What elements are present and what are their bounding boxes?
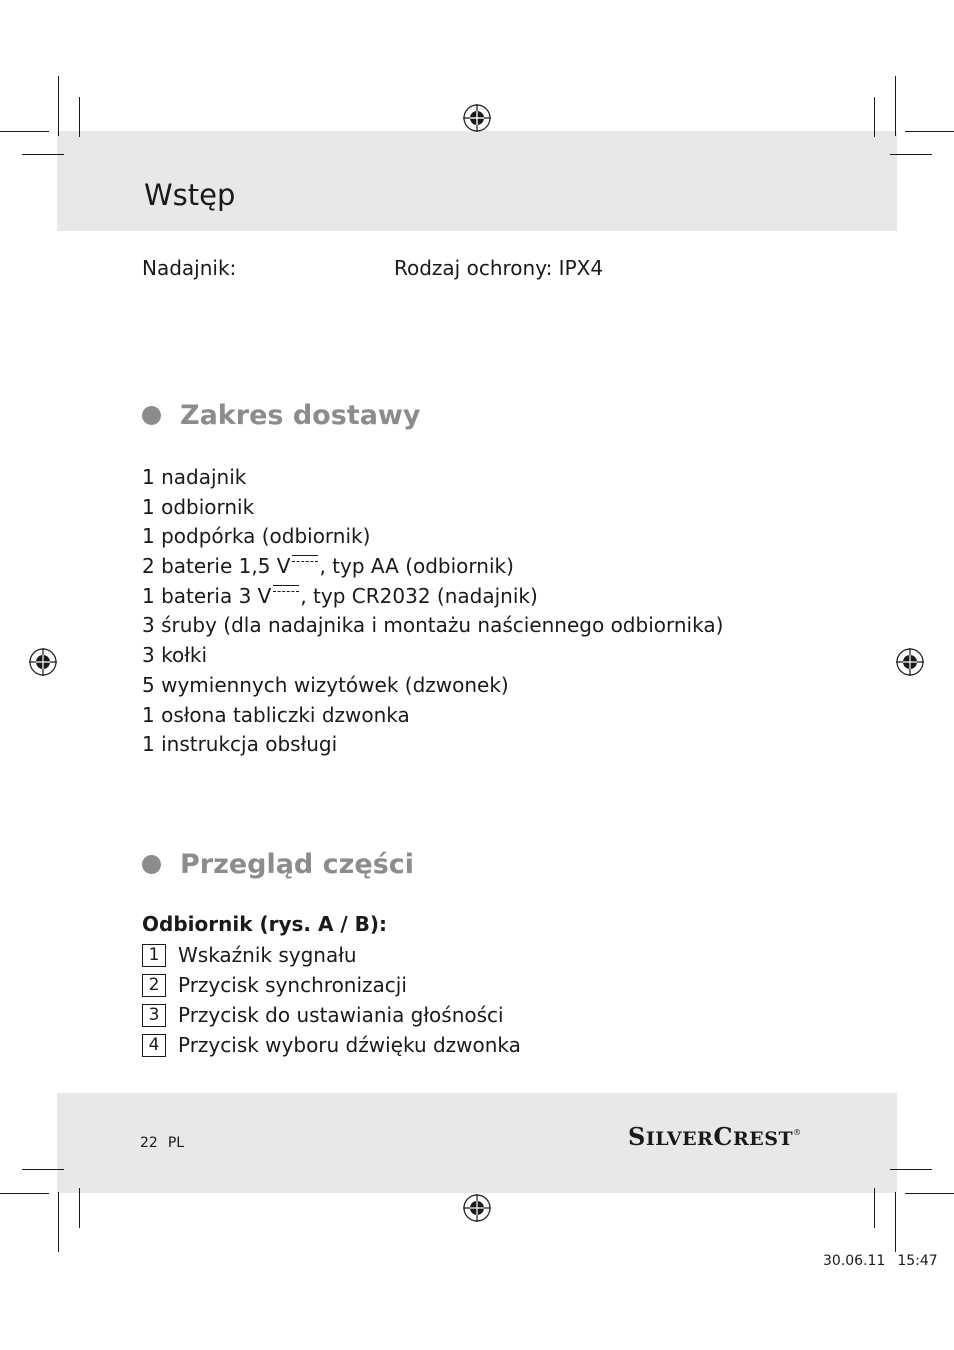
parts-section-heading <box>142 849 414 880</box>
spec-label: Nadajnik: <box>142 256 237 280</box>
list-item-text: 2 baterie 1,5 V <box>142 554 291 579</box>
crop-mark <box>58 1192 59 1252</box>
direct-current-icon <box>273 585 299 596</box>
page-title: Wstęp <box>144 178 236 212</box>
part-number: 3 <box>142 1004 166 1027</box>
list-item: 3 kołki <box>142 643 208 668</box>
list-item: 5 wymiennych wizytówek (dzwonek) <box>142 672 509 697</box>
crop-mark <box>79 97 80 137</box>
direct-current-icon <box>292 555 318 566</box>
print-date: 30.06.11 <box>823 1253 886 1269</box>
list-item: 1 odbiornik <box>142 494 255 519</box>
crop-mark <box>890 1169 932 1170</box>
page-number <box>140 1135 194 1151</box>
delivery-heading: Zakres dostawy <box>180 400 421 431</box>
list-item: 1 nadajnik <box>142 465 247 489</box>
crop-mark <box>890 154 932 155</box>
crop-mark <box>895 76 896 136</box>
list-item <box>142 582 723 612</box>
crop-mark <box>895 1192 896 1252</box>
registered-icon: ® <box>793 1128 802 1137</box>
part-number: 2 <box>142 974 166 997</box>
part-label: Wskaźnik sygnału <box>178 943 357 967</box>
logo-part: C <box>713 1122 733 1151</box>
part-item <box>142 1000 521 1030</box>
part-number: 4 <box>142 1034 166 1057</box>
crop-mark <box>0 131 49 132</box>
part-label: Przycisk synchronizacji <box>178 973 407 997</box>
crop-mark <box>22 154 64 155</box>
list-item <box>142 552 723 582</box>
delivery-section-heading <box>142 400 420 431</box>
part-item <box>142 940 521 970</box>
page-number-value: 22 <box>140 1135 158 1151</box>
part-label: Przycisk do ustawiania głośności <box>178 1003 504 1027</box>
crop-mark <box>905 1193 954 1194</box>
part-item <box>142 970 521 1000</box>
logo-part: S <box>628 1122 646 1151</box>
crop-mark <box>874 97 875 137</box>
crop-mark <box>0 1193 49 1194</box>
crop-mark <box>874 1188 875 1228</box>
bullet-icon <box>142 855 161 874</box>
silvercrest-logo <box>628 1122 802 1151</box>
list-item: 3 śruby (dla nadajnika i montażu naściennego odbiornika) <box>142 613 724 638</box>
bullet-icon <box>142 406 161 425</box>
part-item <box>142 1030 521 1060</box>
logo-part: ILVER <box>645 1128 714 1150</box>
part-label: Przycisk wyboru dźwięku dzwonka <box>178 1033 521 1057</box>
crop-mark <box>22 1169 64 1170</box>
print-time: 15:47 <box>897 1253 938 1269</box>
crop-mark <box>79 1188 80 1228</box>
parts-subheading: Odbiornik (rys. A / B): <box>142 912 388 936</box>
registration-crosshair-icon <box>895 647 925 677</box>
list-item-suffix: , typ AA (odbiornik) <box>319 554 514 579</box>
language-code: PL <box>167 1135 185 1151</box>
list-item-suffix: , typ CR2032 (nadajnik) <box>300 583 538 608</box>
parts-list <box>142 940 521 1060</box>
crop-mark <box>905 131 954 132</box>
crop-mark <box>58 76 59 136</box>
registration-crosshair-icon <box>462 1193 492 1223</box>
list-item-text: 1 bateria 3 V <box>142 583 272 608</box>
delivery-list <box>142 463 723 760</box>
list-item: 1 osłona tabliczki dzwonka <box>142 702 410 727</box>
registration-crosshair-icon <box>28 647 58 677</box>
list-item: 1 podpórka (odbiornik) <box>142 524 371 549</box>
print-timestamp <box>823 1253 938 1269</box>
spec-value: Rodzaj ochrony: IPX4 <box>394 256 604 280</box>
parts-heading: Przegląd części <box>180 849 415 880</box>
list-item: 1 instrukcja obsługi <box>142 732 338 757</box>
part-number: 1 <box>142 944 166 967</box>
logo-part: REST <box>732 1128 794 1150</box>
registration-crosshair-icon <box>462 103 492 133</box>
